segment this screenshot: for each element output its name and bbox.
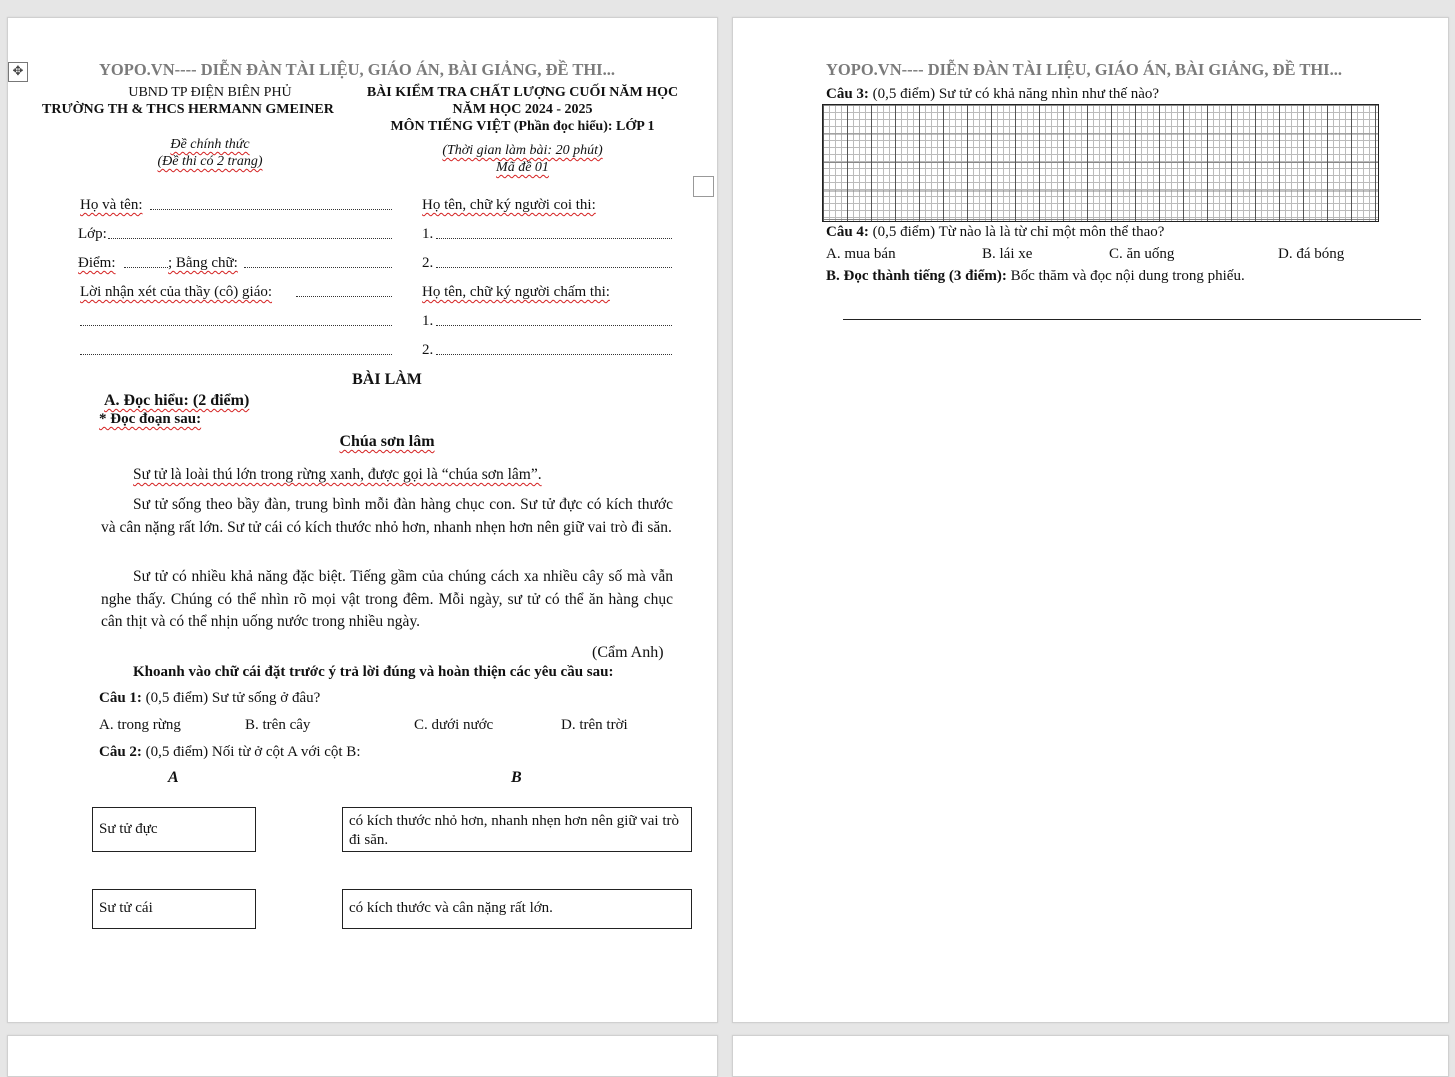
question-4-text: (0,5 điểm) Từ nào là là từ chỉ một môn thể thao? <box>868 224 1165 240</box>
question-instruction: Khoanh vào chữ cái đặt trước ý trả lời đúng và hoàn thiện các yêu cầu sau: <box>133 664 614 680</box>
class-field[interactable] <box>108 238 392 239</box>
score-words-label: ; Bằng chữ: <box>168 255 238 271</box>
question-4 <box>826 224 1164 241</box>
q1-option-a[interactable]: A. trong rừng <box>99 717 181 733</box>
score-field[interactable] <box>124 267 168 268</box>
story-paragraph-3: Sư tử có nhiều khả năng đặc biệt. Tiếng gầm của chúng cách xa nhiều cây số mà vẫn nghe thấy. Chúng có thể nhìn rõ mọi vật trong đêm. Mỗi ngày, sư tử có thể ăn hàng chục cân thịt và có thể nhịn uống nước trong nhiều ngày. <box>101 568 673 630</box>
proctor-num-2: 2. <box>422 255 434 271</box>
question-1-text: (0,5 điểm) Sư tử sống ở đâu? <box>141 690 321 706</box>
q4-option-a[interactable]: A. mua bán <box>826 246 896 262</box>
story-title: Chúa sơn lâm <box>339 433 435 450</box>
question-1 <box>99 690 320 707</box>
document-page-4 <box>732 1035 1449 1077</box>
pages-note: (Đề thi có 2 trang) <box>157 154 263 169</box>
match-b-item-2[interactable]: có kích thước và cân nặng rất lớn. <box>342 889 692 929</box>
grader-num-1: 1. <box>422 313 434 329</box>
header-banner-page-2: YOPO.VN---- DIỄN ĐÀN TÀI LIỆU, GIÁO ÁN, BÀI GIẢNG, ĐỀ THI... <box>826 60 1342 79</box>
teacher-comment-line-2[interactable] <box>80 325 392 326</box>
proctor-label: Họ tên, chữ ký người coi thi: <box>422 197 596 213</box>
name-label: Họ và tên: <box>80 197 143 213</box>
q1-option-b[interactable]: B. trên cây <box>245 717 311 733</box>
grader-num-2: 2. <box>422 342 434 358</box>
question-3-text: (0,5 điểm) Sư tử có khả năng nhìn như thế nào? <box>868 86 1160 102</box>
question-2-label: Câu 2: <box>99 744 142 760</box>
exam-time: (Thời gian làm bài: 20 phút) <box>442 143 603 158</box>
column-a-heading: A <box>168 769 179 786</box>
proctor-num-1: 1. <box>422 226 434 242</box>
header-banner: YOPO.VN---- DIỄN ĐÀN TÀI LIỆU, GIÁO ÁN, BÀI GIẢNG, ĐỀ THI... <box>99 60 615 79</box>
question-3-label: Câu 3: <box>826 86 869 102</box>
q4-option-c[interactable]: C. ăn uống <box>1109 246 1175 262</box>
question-3 <box>826 86 1159 103</box>
teacher-comment-line-3[interactable] <box>80 354 392 355</box>
exam-code: Mã đề 01 <box>496 160 549 175</box>
grader-2-field[interactable] <box>436 354 672 355</box>
school-name: TRƯỜNG TH & THCS HERMANN GMEINER <box>42 102 334 117</box>
exam-title: BÀI KIỂM TRA CHẤT LƯỢNG CUỐI NĂM HỌC <box>366 85 679 100</box>
q1-option-c[interactable]: C. dưới nước <box>414 717 494 733</box>
proctor-2-field[interactable] <box>436 267 672 268</box>
table-resize-handle[interactable] <box>693 176 714 197</box>
table-move-handle-icon[interactable]: ✥ <box>8 62 28 82</box>
grader-1-field[interactable] <box>436 325 672 326</box>
q4-option-d[interactable]: D. đá bóng <box>1278 246 1345 262</box>
match-b-item-1[interactable]: có kích thước nhỏ hơn, nhanh nhẹn hơn nên giữ vai trò đi săn. <box>342 807 692 852</box>
end-divider-line <box>843 319 1421 320</box>
question-2 <box>99 744 360 761</box>
school-committee: UBND TP ĐIỆN BIÊN PHỦ <box>128 85 292 100</box>
section-b-text: Bốc thăm và đọc nội dung trong phiếu. <box>1006 268 1245 284</box>
story-author: (Cẩm Anh) <box>592 644 664 661</box>
match-a-item-1[interactable]: Sư tử đực <box>92 807 256 852</box>
handwriting-grid[interactable] <box>822 104 1379 222</box>
match-a-item-2[interactable]: Sư tử cái <box>92 889 256 929</box>
document-page-3 <box>7 1035 718 1077</box>
story-paragraph-1: Sư tử là loài thú lớn trong rừng xanh, được gọi là “chúa sơn lâm”. <box>133 466 542 483</box>
question-4-label: Câu 4: <box>826 224 869 240</box>
score-words-field[interactable] <box>244 267 392 268</box>
score-label: Điểm: <box>78 255 116 271</box>
q1-option-d[interactable]: D. trên trời <box>561 717 628 733</box>
work-title: BÀI LÀM <box>352 371 422 388</box>
official-label: Đề chính thức <box>170 137 250 152</box>
section-b-label: B. Đọc thành tiếng (3 điểm): <box>826 268 1007 284</box>
question-2-text: (0,5 điểm) Nối từ ở cột A với cột B: <box>141 744 361 760</box>
teacher-comment-label: Lời nhận xét của thầy (cô) giáo: <box>80 284 273 300</box>
q4-option-b[interactable]: B. lái xe <box>982 246 1033 262</box>
column-b-heading: B <box>511 769 522 786</box>
section-b <box>826 268 1245 285</box>
read-instruction: * Đọc đoạn sau: <box>99 411 202 427</box>
class-label: Lớp: <box>78 226 107 242</box>
proctor-1-field[interactable] <box>436 238 672 239</box>
exam-year: NĂM HỌC 2024 - 2025 <box>452 102 593 117</box>
grader-label: Họ tên, chữ ký người chấm thi: <box>422 284 610 300</box>
name-field[interactable] <box>150 209 392 210</box>
teacher-comment-field[interactable] <box>296 296 392 297</box>
story-paragraph-2: Sư tử sống theo bầy đàn, trung bình mỗi đàn hàng chục con. Sư tử đực có kích thước và cân nặng rất lớn. Sư tử cái có kích thước nhỏ hơn, nhanh nhẹn hơn nên giữ vai trò đi săn. <box>101 496 673 536</box>
exam-subject: MÔN TIẾNG VIỆT (Phần đọc hiểu): LỚP 1 <box>390 119 655 134</box>
question-1-label: Câu 1: <box>99 690 142 706</box>
section-a-heading: A. Đọc hiểu: (2 điểm) <box>104 392 250 409</box>
